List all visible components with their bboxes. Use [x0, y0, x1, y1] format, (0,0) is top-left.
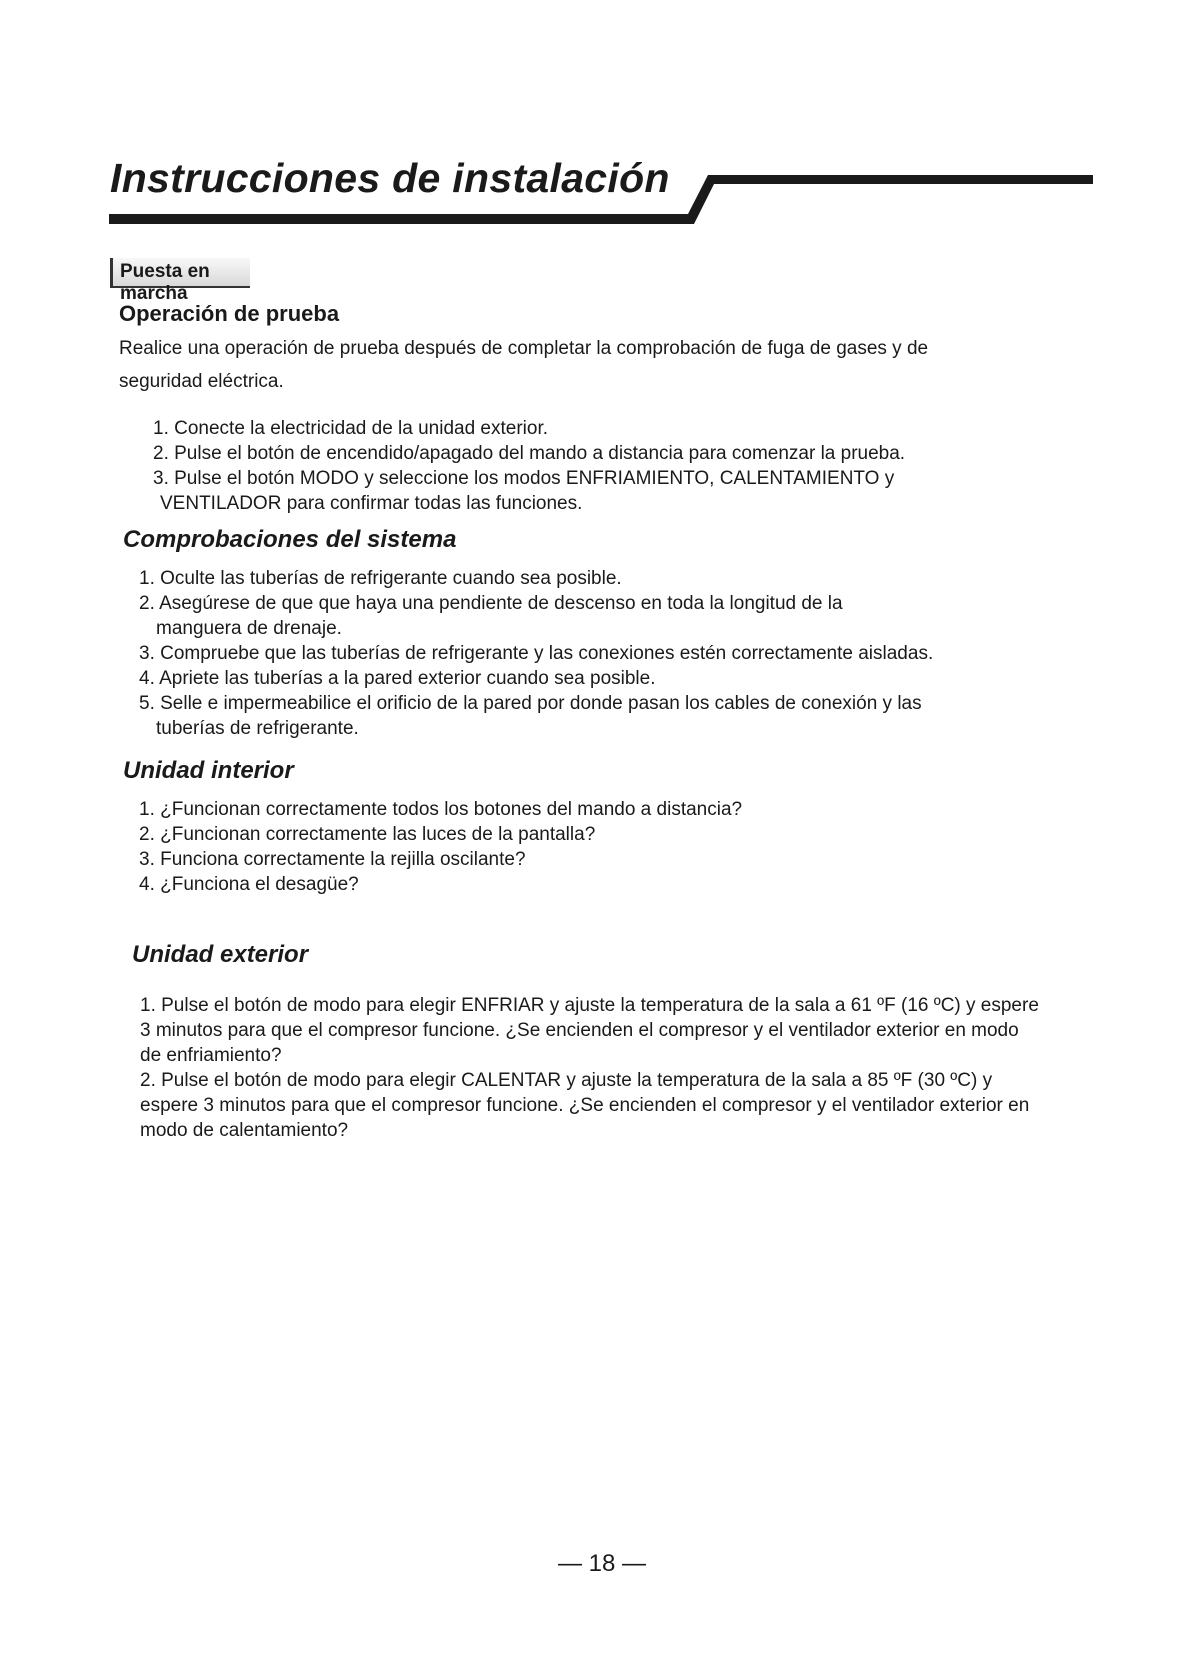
- outdoor-unit-heading: Unidad exterior: [132, 941, 309, 968]
- title-rule-shape: [109, 175, 1093, 224]
- page-number: — 18 —: [557, 1550, 647, 1577]
- test-operation-heading: Operación de prueba: [119, 301, 340, 326]
- section-tab: [110, 258, 250, 304]
- system-checks-heading: Comprobaciones del sistema: [123, 526, 457, 553]
- section-tab-label: Puesta en marcha: [120, 261, 210, 304]
- list-item: 1. Oculte las tuberías de refrigerante cuando sea posible.: [139, 568, 622, 589]
- list-item: 2. Pulse el botón de encendido/apagado del mando a distancia para comenzar la prueba.: [153, 443, 906, 464]
- intro-line: Realice una operación de prueba después de completar la comprobación de fuga de gases y de: [119, 338, 929, 359]
- page-title: Instrucciones de instalación: [110, 155, 670, 201]
- indoor-unit-heading: Unidad interior: [123, 757, 294, 784]
- test-operation-steps: [153, 416, 905, 516]
- list-item: 3. Compruebe que las tuberías de refrigerante y las conexiones estén correctamente aisladas.: [139, 643, 934, 664]
- indoor-unit-list: [139, 797, 742, 897]
- list-item: 4. ¿Funciona el desagüe?: [139, 874, 359, 895]
- list-item: 1. ¿Funcionan correctamente todos los botones del mando a distancia?: [139, 799, 743, 820]
- list-item: 1. Conecte la electricidad de la unidad exterior.: [153, 418, 549, 439]
- intro-line: seguridad eléctrica.: [119, 371, 284, 392]
- list-item: 5. Selle e impermeabilice el orificio de la pared por donde pasan los cables de conexión y las tuberías de refrigerante.: [139, 693, 922, 739]
- title-rule: [0, 0, 1204, 240]
- list-item: 2. Pulse el botón de modo para elegir CALENTAR y ajuste la temperatura de la sala a 85 ºF (30 ºC) y espere 3 minutos para que el compresor funcione. ¿Se encienden el compresor y el ventilador exterior en modo de calentamiento?: [140, 1070, 1030, 1141]
- list-item: 3. Funciona correctamente la rejilla oscilante?: [139, 849, 526, 870]
- list-item: 2. ¿Funcionan correctamente las luces de la pantalla?: [139, 824, 596, 845]
- outdoor-unit-list: [140, 993, 1040, 1143]
- list-item: 3. Pulse el botón MODO y seleccione los modos ENFRIAMIENTO, CALENTAMIENTO y VENTILADOR para confirmar todas las funciones.: [153, 468, 895, 514]
- system-checks-list: [139, 566, 933, 741]
- test-operation-intro: [119, 332, 928, 398]
- list-item: 4. Apriete las tuberías a la pared exterior cuando sea posible.: [139, 668, 656, 689]
- list-item: 1. Pulse el botón de modo para elegir ENFRIAR y ajuste la temperatura de la sala a 61 ºF (16 ºC) y espere 3 minutos para que el compresor funcione. ¿Se encienden el compresor y el ventilador exterior en modo de enfriamiento?: [140, 995, 1039, 1066]
- list-item: 2. Asegúrese de que que haya una pendiente de descenso en toda la longitud de la manguera de drenaje.: [139, 593, 843, 639]
